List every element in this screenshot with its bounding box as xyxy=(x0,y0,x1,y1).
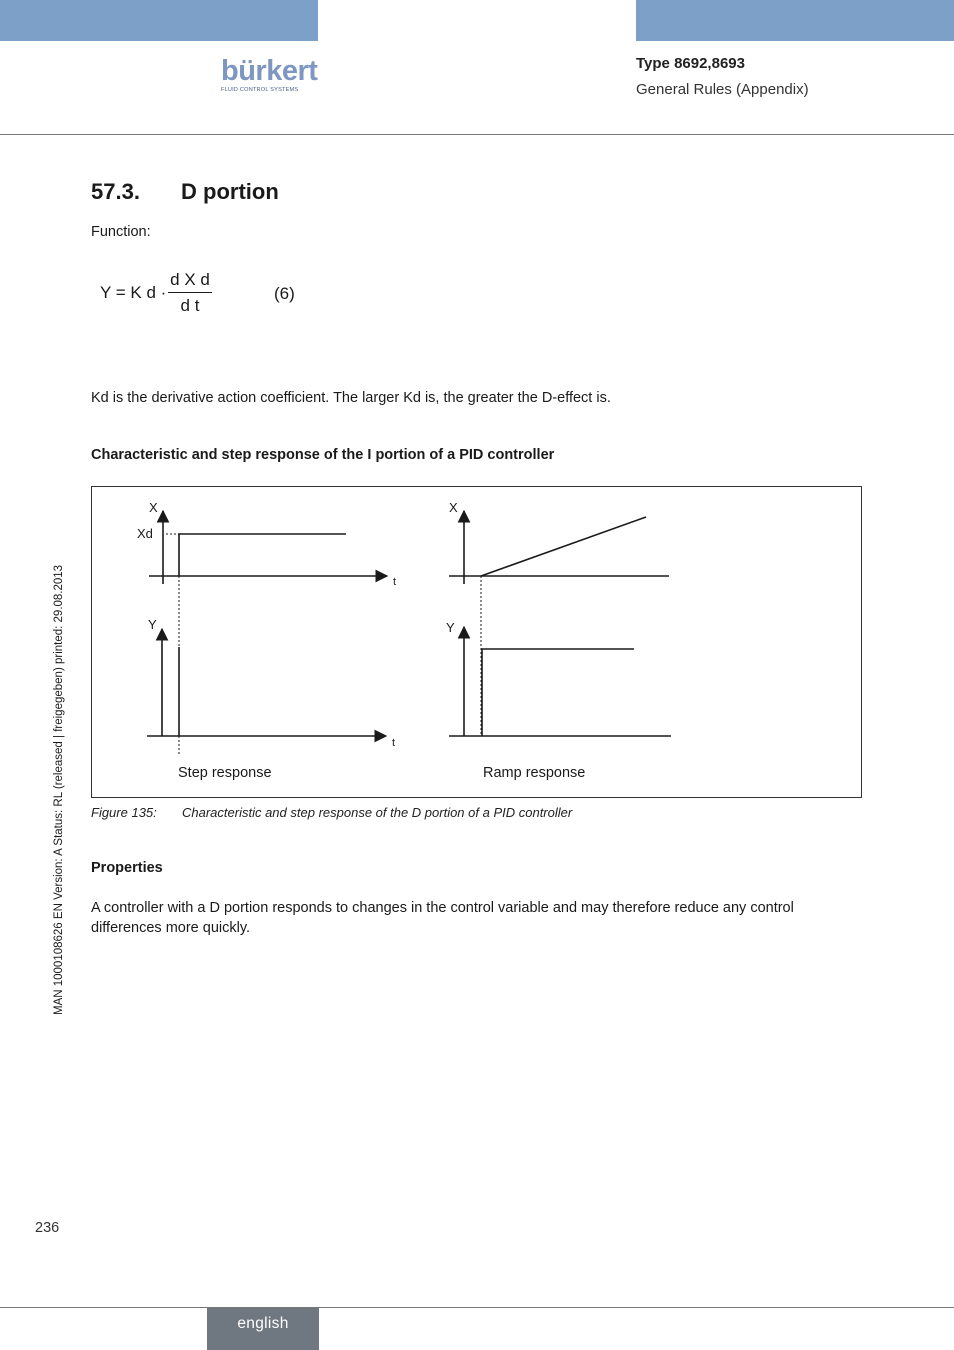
step-top-t-label: t xyxy=(393,576,397,588)
section-title-text: D portion xyxy=(181,179,279,204)
header-bar-right xyxy=(636,0,954,41)
ramp-bottom-y-label: Y xyxy=(446,620,455,635)
step-bottom-plot xyxy=(147,576,395,755)
burkert-logo xyxy=(221,57,319,93)
side-document-info: MAN 1000108626 EN Version: A Status: RL (released | freigegeben) printed: 29.08.2013 xyxy=(53,564,65,1015)
document-type: Type 8692,8693 xyxy=(636,55,745,72)
step-bottom-t-label: t xyxy=(392,737,396,749)
section-title xyxy=(91,179,279,205)
logo-tagline: FLUID CONTROL SYSTEMS xyxy=(221,87,299,93)
step-top-plot xyxy=(137,500,396,588)
step-top-signal xyxy=(179,534,346,576)
figure-caption-text: Characteristic and step response of the D portion of a PID controller xyxy=(182,805,573,820)
step-xd-label: Xd xyxy=(137,526,153,541)
step-response-caption: Step response xyxy=(178,765,272,781)
figure-box xyxy=(91,486,862,798)
response-diagram xyxy=(92,487,863,799)
fraction-line xyxy=(168,292,212,293)
properties-heading: Properties xyxy=(91,860,163,876)
figure-number: Figure 135: xyxy=(91,805,157,820)
step-bottom-y-label: Y xyxy=(148,617,157,632)
footer-divider xyxy=(0,1307,954,1308)
section-number: 57.3. xyxy=(91,179,140,204)
logo-wordmark: bürkert xyxy=(221,55,318,87)
ramp-signal xyxy=(481,517,646,576)
header-bar-left xyxy=(0,0,318,41)
formula-fraction xyxy=(168,270,212,316)
header-divider xyxy=(0,134,954,135)
ramp-top-x-label: X xyxy=(449,500,458,515)
figure-caption xyxy=(91,805,572,820)
step-top-x-label: X xyxy=(149,500,158,515)
language-tab[interactable]: english xyxy=(207,1308,319,1350)
ramp-response-caption: Ramp response xyxy=(483,765,586,781)
formula-lhs: Y = K d · xyxy=(100,283,167,302)
function-label: Function: xyxy=(91,224,151,240)
ramp-output-signal xyxy=(482,649,634,736)
paragraph-kd: Kd is the derivative action coefficient. The larger Kd is, the greater the D-effect is. xyxy=(91,390,611,406)
formula-denominator: d t xyxy=(180,296,200,315)
page-number: 236 xyxy=(35,1220,60,1236)
equation-number: (6) xyxy=(274,284,295,303)
document-section: General Rules (Appendix) xyxy=(636,81,809,98)
formula-numerator: d X d xyxy=(170,270,210,289)
ramp-bottom-plot xyxy=(446,576,671,736)
ramp-top-plot xyxy=(449,500,669,584)
properties-text: A controller with a D portion responds to changes in the control variable and may therefore reduce any control differences more quickly. xyxy=(91,900,794,936)
figure-heading: Characteristic and step response of the I portion of a PID controller xyxy=(91,447,555,463)
